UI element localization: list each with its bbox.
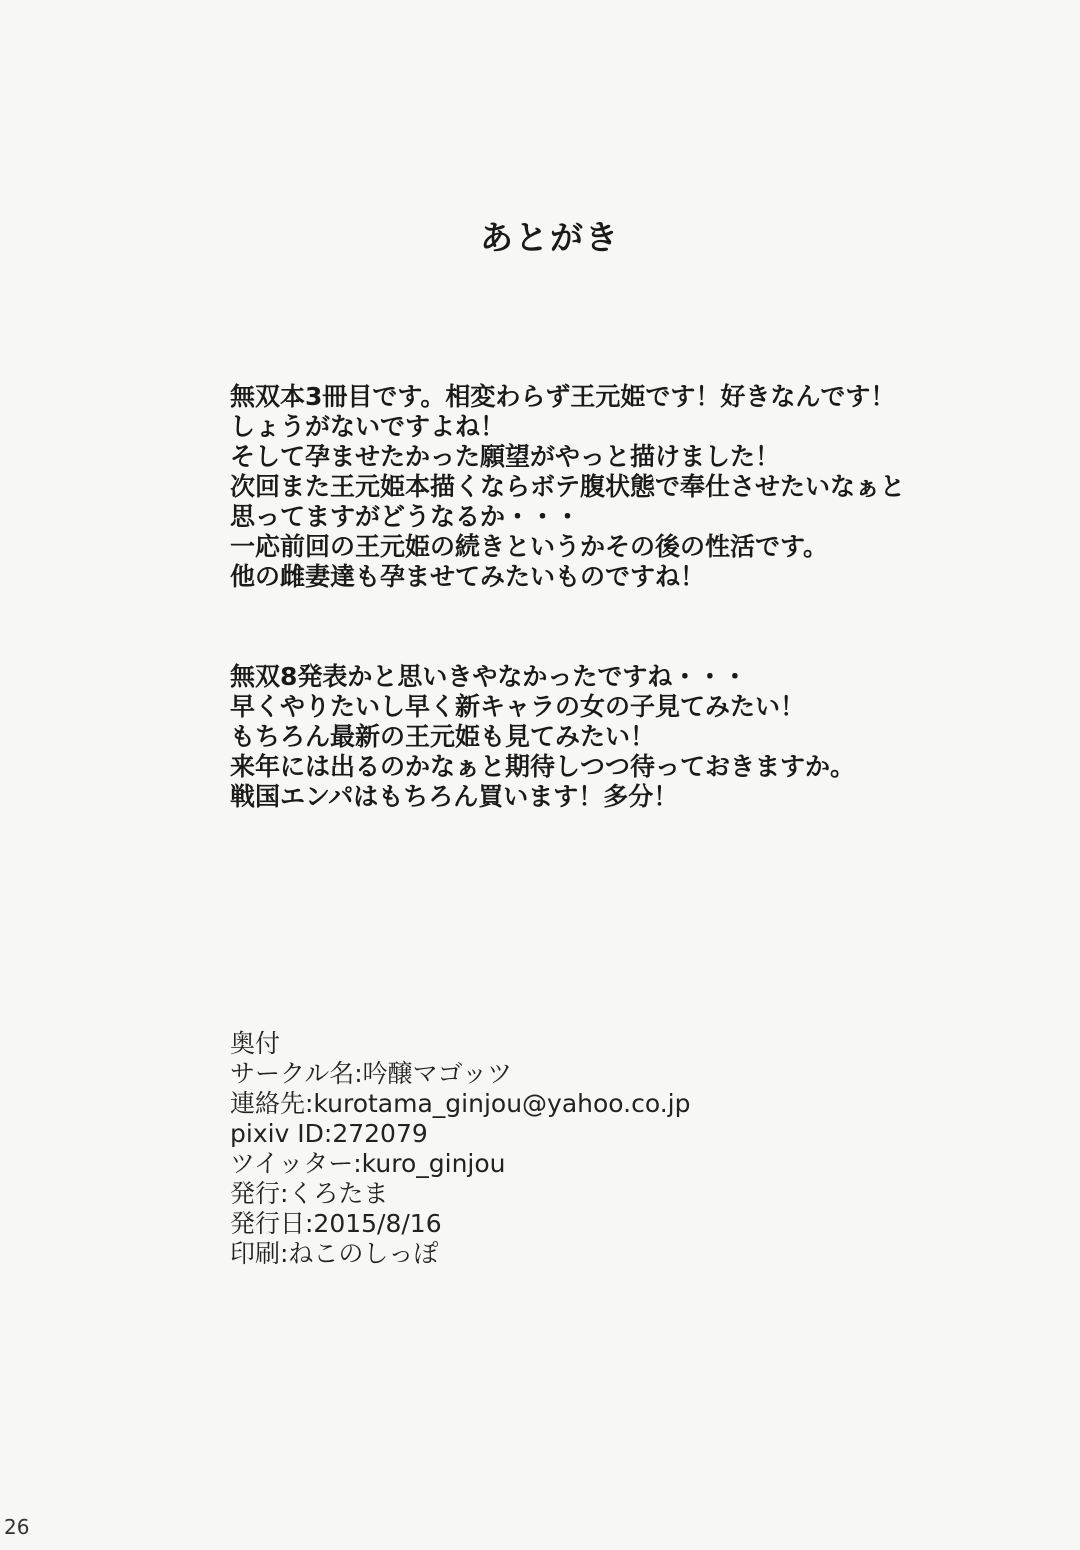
text-line: 早くやりたいし早く新キャラの女の子見てみたい！ [230, 692, 806, 721]
colophon-heading: 奥付 [230, 1029, 281, 1058]
text-line: 次回また王元姫本描くならボテ腹状態で奉仕させたいなぁと [230, 472, 906, 501]
colophon [230, 1029, 690, 1269]
text-line: 他の雌妻達も孕ませてみたいものですね！ [230, 562, 706, 591]
text-line: 来年には出るのかなぁと期待しつつ待っておきますか。 [230, 752, 856, 781]
text-line: そして孕ませたかった願望がやっと描けました！ [230, 442, 781, 471]
twitter-handle: ツイッター:kuro_ginjou [230, 1149, 506, 1178]
text-line: 戦国エンパはもちろん買います！多分！ [230, 782, 679, 811]
contact-email: 連絡先:kurotama_ginjou@yahoo.co.jp [230, 1089, 691, 1118]
pixiv-id: pixiv ID:272079 [230, 1119, 428, 1148]
text-line: 思ってますがどうなるか・・・ [230, 502, 581, 531]
text-line: 一応前回の王元姫の続きというかその後の性活です。 [230, 532, 829, 561]
afterword-paragraph-2 [230, 662, 1030, 812]
text-line: 無双本3冊目です。相変わらず王元姫です！好きなんです！ [230, 382, 896, 411]
publish-date: 発行日:2015/8/16 [230, 1209, 442, 1238]
publisher: 発行:くろたま [230, 1179, 389, 1208]
text-line: 無双8発表かと思いきやなかったですね・・・ [230, 662, 748, 691]
circle-name: サークル名:吟醸マゴッツ [230, 1059, 513, 1088]
printer: 印刷:ねこのしっぽ [230, 1239, 439, 1268]
page-title: あとがき [480, 218, 620, 257]
page-number: 26 [4, 1515, 30, 1539]
text-line: もちろん最新の王元姫も見てみたい！ [230, 722, 656, 751]
text-line: しょうがないですよね！ [230, 412, 506, 441]
afterword-paragraph-1 [230, 382, 1030, 592]
